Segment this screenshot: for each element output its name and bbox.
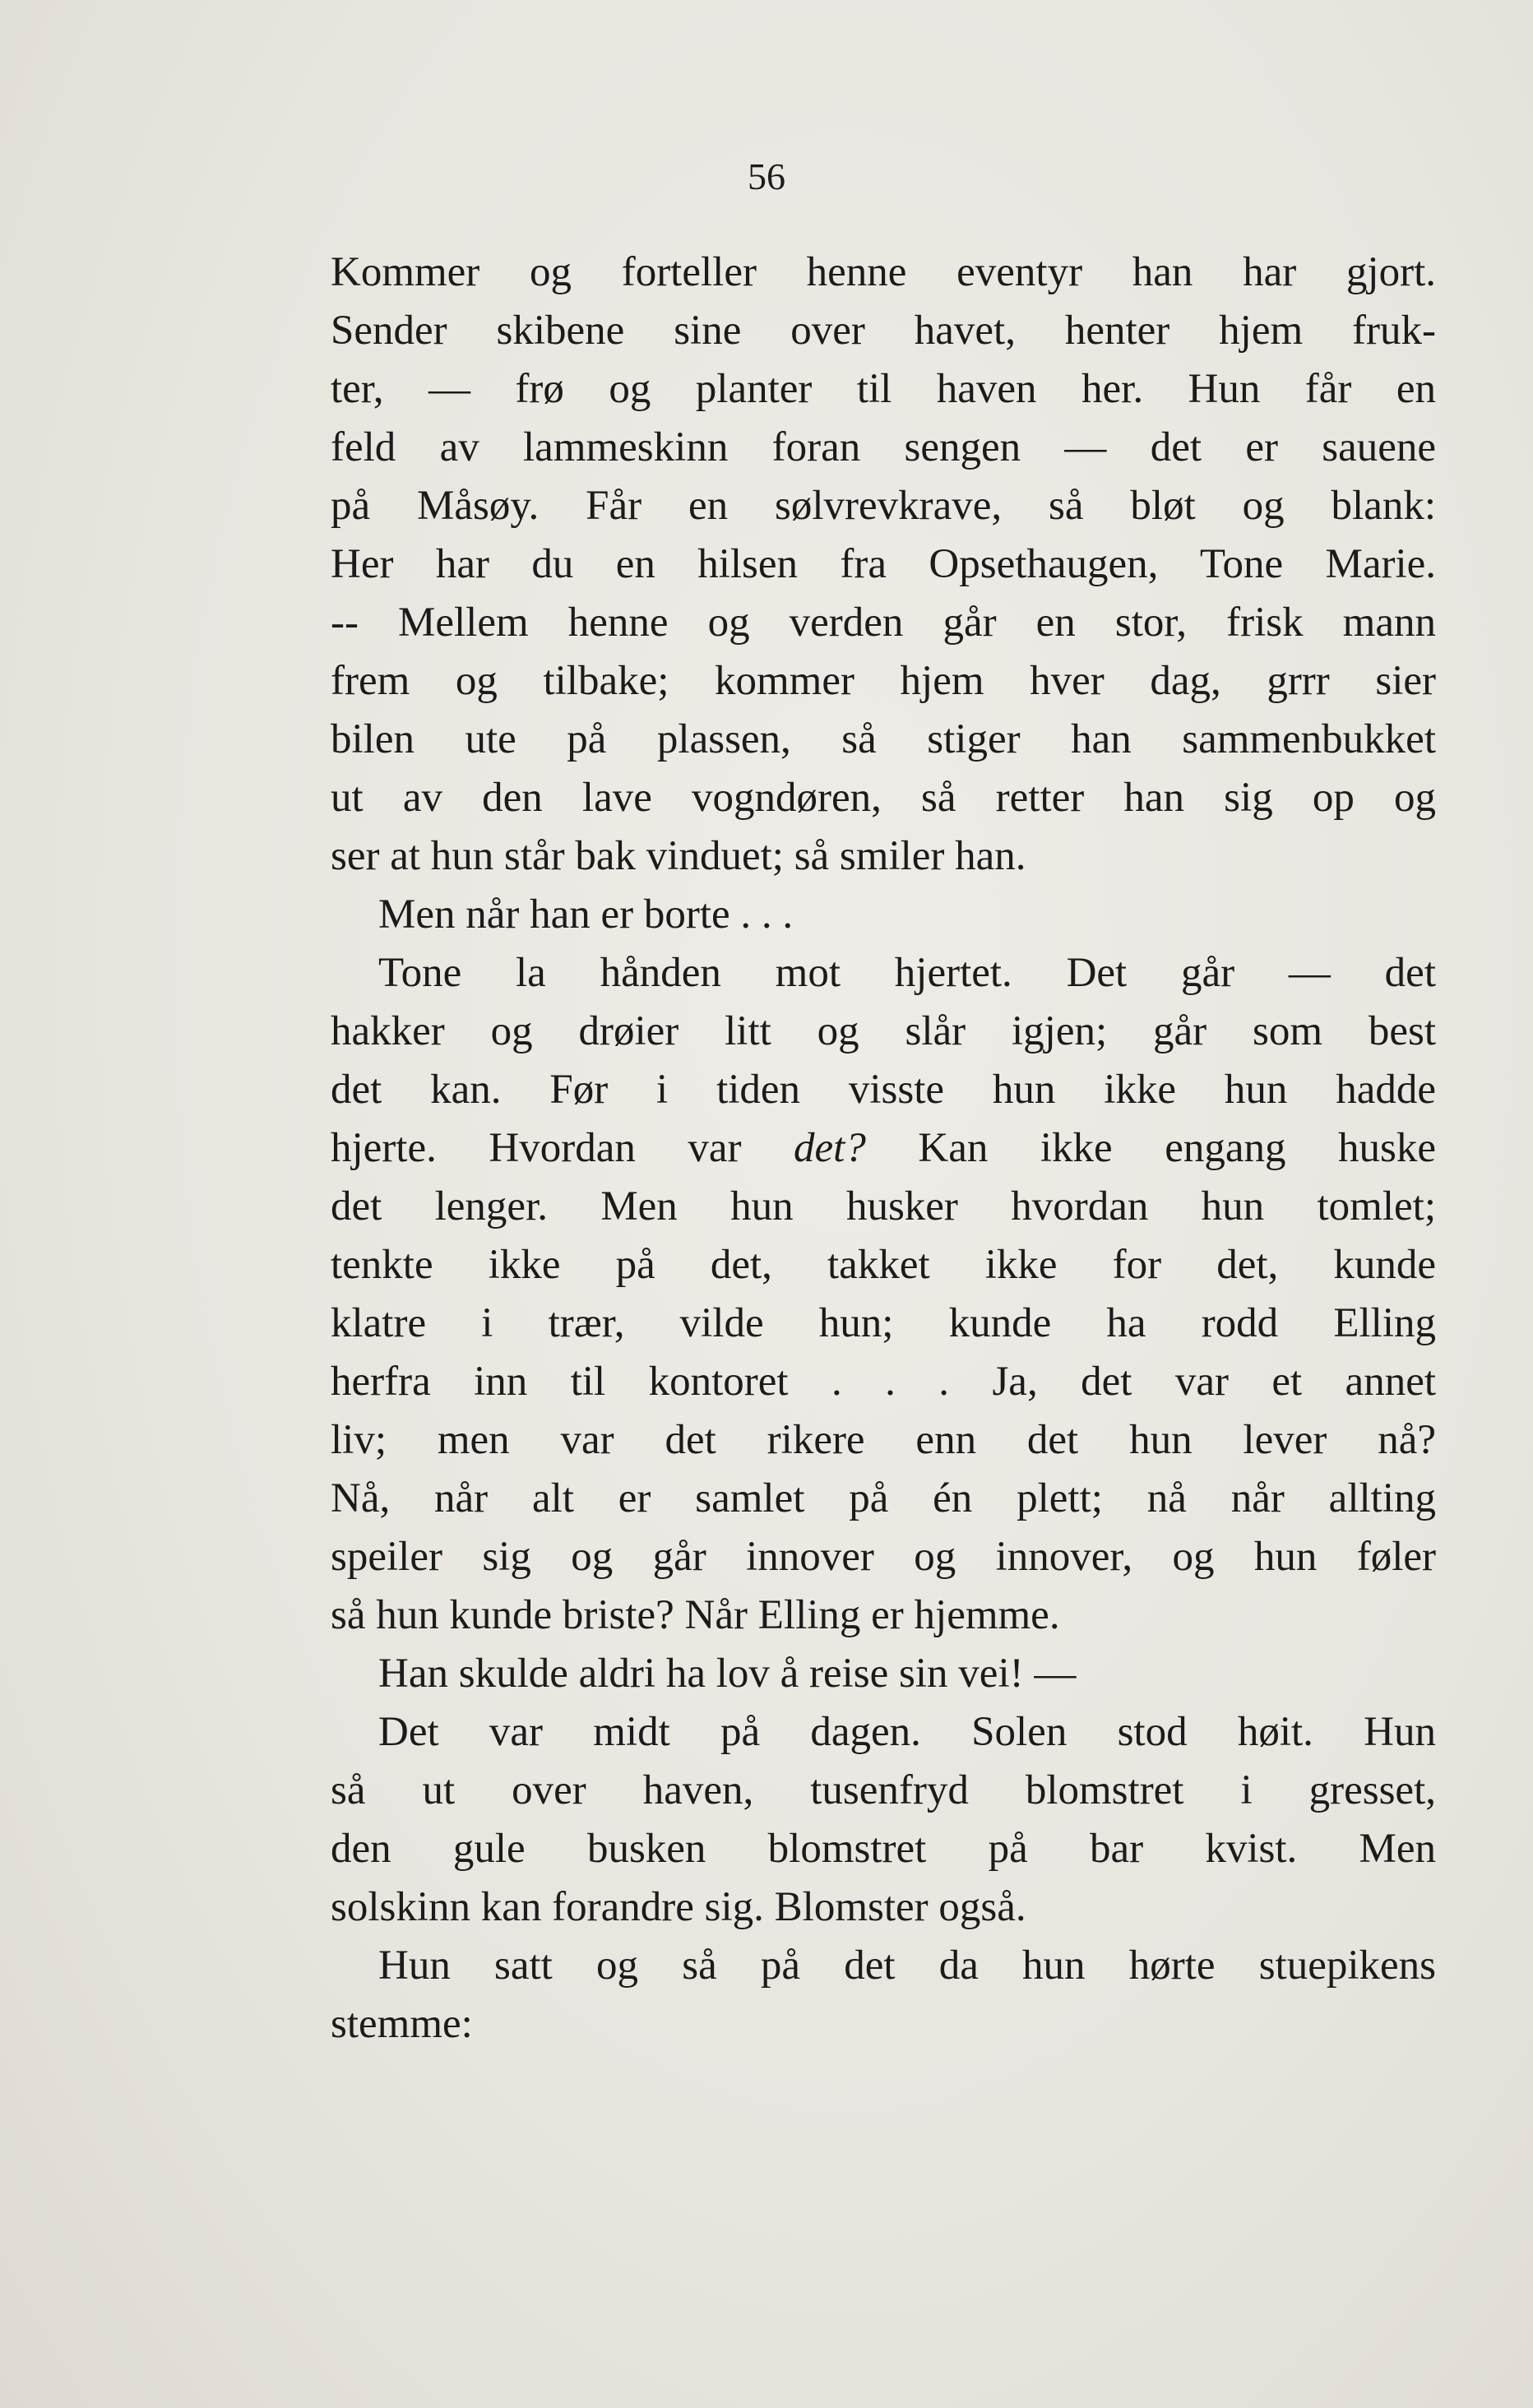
text-line: hakker og drøier litt og slår igjen; går som best	[331, 1008, 1436, 1054]
text-line: Sender skibene sine over havet, henter hjem fruk-	[331, 308, 1436, 354]
text-line: den gule busken blomstret på bar kvist. Men	[331, 1826, 1436, 1872]
text-line	[331, 1119, 1436, 1178]
page-number: 56	[748, 155, 785, 197]
text-line: Han skulde aldri ha lov å reise sin vei! —	[378, 1651, 1077, 1697]
text-line: stemme:	[331, 2001, 473, 2047]
text-line: det kan. Før i tiden visste hun ikke hun hadde	[331, 1067, 1436, 1113]
text-line: tenkte ikke på det, takket ikke for det, kunde	[331, 1242, 1436, 1288]
text-line: feld av lammeskinn foran sengen — det er sauene	[331, 424, 1436, 470]
text-line: ser at hun står bak vinduet; så smiler han.	[331, 833, 1026, 879]
text-line: så ut over haven, tusenfryd blomstret i gresset,	[331, 1767, 1436, 1813]
text-line: klatre i trær, vilde hun; kunde ha rodd Elling	[331, 1300, 1436, 1346]
text-line: herfra inn til kontoret . . . Ja, det var et annet	[331, 1359, 1436, 1405]
text-line: det lenger. Men hun husker hvordan hun tomlet;	[331, 1183, 1436, 1229]
text-line: Nå, når alt er samlet på én plett; nå når allting	[331, 1475, 1436, 1521]
text-line: Men når han er borte . . .	[378, 891, 794, 938]
text-line: liv; men var det rikere enn det hun lever nå?	[331, 1417, 1436, 1463]
text-line: bilen ute på plassen, så stiger han sammenbukket	[331, 716, 1436, 762]
text-line: ut av den lave vogndøren, så retter han sig op og	[331, 775, 1436, 821]
text-line: frem og tilbake; kommer hjem hver dag, grrr sier	[331, 658, 1436, 704]
text-line: -- Mellem henne og verden går en stor, frisk mann	[331, 600, 1436, 646]
emphasized-word: det?	[794, 1125, 866, 1171]
text-line: Det var midt på dagen. Solen stod høit. Hun	[378, 1709, 1436, 1755]
text-line: solskinn kan forandre sig. Blomster også.	[331, 1884, 1026, 1930]
text-line: Tone la hånden mot hjertet. Det går — det	[378, 950, 1436, 996]
text-line: så hun kunde briste? Når Elling er hjemme.	[331, 1592, 1060, 1638]
text-line: Kommer og forteller henne eventyr han har gjort.	[331, 249, 1436, 295]
text-line: Hun satt og så på det da hun hørte stuepikens	[378, 1943, 1436, 1989]
text-segment: Kan ikke engang huske	[865, 1125, 1436, 1171]
body-text	[331, 243, 1436, 2054]
text-line: på Måsøy. Får en sølvrevkrave, så bløt og blank:	[331, 483, 1436, 529]
text-segment: hjerte. Hvordan var	[331, 1125, 794, 1171]
text-line: Her har du en hilsen fra Opsethaugen, Tone Marie.	[331, 541, 1436, 587]
text-line: ter, — frø og planter til haven her. Hun får en	[331, 366, 1436, 412]
text-line: speiler sig og går innover og innover, og hun føler	[331, 1534, 1436, 1580]
